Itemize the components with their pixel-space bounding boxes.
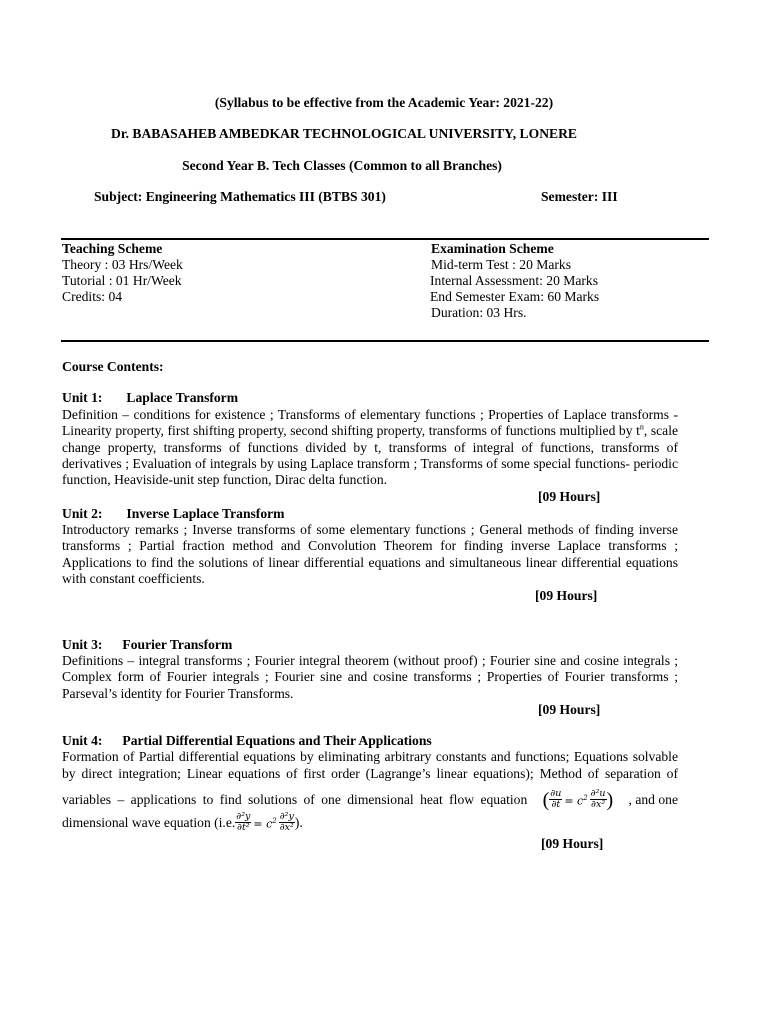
- wave-equation-line: [62, 812, 303, 833]
- exam-scheme-title: Examination Scheme: [431, 241, 554, 256]
- text-line: by direct integration; Linear equations of first order (Lagrange’s linear equations); Method of separation of: [62, 766, 678, 782]
- teaching-scheme-title: Teaching Scheme: [62, 241, 163, 256]
- unit-title: Inverse Laplace Transform: [126, 506, 285, 521]
- unit-4-description: [62, 749, 678, 783]
- text-line: Formation of Partial differential equations by eliminating arbitrary constants and functions; Equations solvable: [62, 749, 678, 764]
- unit-1-heading: [62, 390, 238, 406]
- unit-2-hours: [09 Hours]: [535, 588, 598, 603]
- text-line: Introductory remarks ; Inverse transforms of some elementary functions ; General methods of finding inverse: [62, 522, 678, 537]
- unit-3-hours: [09 Hours]: [538, 702, 601, 717]
- syllabus-effective-note: (Syllabus to be effective from the Academic Year: 2021-22): [214, 95, 554, 110]
- text-line: Linearity property, first shifting property, second shifting property, transforms of functions multiplied by $t^n$, scale: [62, 422, 679, 439]
- unit-title: Laplace Transform: [126, 390, 239, 405]
- teaching-credits: Credits: 04: [62, 289, 123, 304]
- text-line: change property, transforms of functions divided by t, transforms of integral of functions, transforms of: [62, 439, 678, 455]
- top-rule: [61, 238, 709, 240]
- text-segment: ).: [294, 814, 303, 830]
- superscript: n: [639, 422, 644, 432]
- unit-label: Unit 4:: [62, 733, 103, 748]
- exam-duration: Duration: 03 Hrs.: [431, 305, 527, 320]
- university-name: Dr. BABASAHEB AMBEDKAR TECHNOLOGICAL UNIVERSITY, LONERE: [111, 126, 577, 141]
- unit-label: Unit 2:: [62, 506, 103, 521]
- exam-midterm: Mid-term Test : 20 Marks: [431, 257, 572, 272]
- text-line: derivatives ; Evaluation of integrals by using Laplace transform ; Transforms of some special functions- periodic: [62, 455, 678, 471]
- bottom-rule: [61, 340, 709, 342]
- text-line: transforms ; Partial fraction method and Convolution Theorem for finding inverse Laplace transforms ;: [62, 538, 678, 554]
- unit-2-description: [62, 522, 678, 587]
- exam-internal: Internal Assessment: 20 Marks: [430, 273, 599, 288]
- subject-line: Subject: Engineering Mathematics III (BTBS 301): [94, 189, 386, 204]
- text-line: with constant coefficients.: [62, 570, 205, 586]
- text-line: Applications to find the solutions of linear differential equations and simultaneous linear differential equations: [62, 554, 678, 570]
- unit-label: Unit 3:: [62, 637, 103, 652]
- exam-endsem: End Semester Exam: 60 Marks: [430, 289, 600, 304]
- unit-2-heading: [62, 506, 284, 522]
- heat-equation-line: [62, 789, 678, 810]
- wave-equation: $\frac{\text{∂²y}}{\text{∂t²}}$ = $c^2$ $\frac{\text{∂²y}}{\text{∂x²}}$: [236, 811, 294, 833]
- text-line: Definitions – integral transforms ; Fourier integral theorem (without proof) ; Fourier sine and cosine integrals ;: [62, 653, 678, 668]
- unit-title: Partial Differential Equations and Their Applications: [122, 733, 432, 748]
- text-line: Parseval’s identity for Fourier Transforms.: [62, 685, 294, 701]
- course-contents-heading: Course Contents:: [62, 359, 164, 374]
- teaching-theory: Theory : 03 Hrs/Week: [62, 257, 183, 272]
- heat-flow-equation: ( $\frac{\partial u}{\partial t}$ = $c^2$ $\frac{\text{∂²u}}{\text{∂x²}}$ ): [542, 788, 614, 811]
- text-segment: variables – applications to find solutions of one dimensional heat flow equation: [62, 791, 528, 807]
- semester-line: Semester: III: [541, 189, 618, 204]
- teaching-tutorial: Tutorial : 01 Hr/Week: [62, 273, 182, 288]
- text-line: Definition – conditions for existence ; Transforms of elementary functions ; Properties of Laplace transforms -: [62, 407, 678, 422]
- text-line: function, Heaviside-unit step function, Dirac delta function.: [62, 472, 388, 488]
- unit-3-description: [62, 653, 678, 702]
- classes-line: Second Year B. Tech Classes (Common to all Branches): [182, 158, 502, 173]
- text-line: Complex form of Fourier integrals ; Fourier sine and cosine transforms ; Properties of Fourier transforms ;: [62, 669, 678, 685]
- unit-title: Fourier Transform: [122, 637, 233, 652]
- unit-3-heading: [62, 637, 232, 653]
- text-segment: , and one: [628, 791, 678, 807]
- text-segment: dimensional wave equation (i.e.: [62, 814, 236, 830]
- unit-label: Unit 1:: [62, 390, 103, 405]
- unit-4-hours: [09 Hours]: [541, 836, 604, 851]
- unit-1-description: [62, 407, 678, 488]
- unit-4-heading: [62, 733, 432, 749]
- unit-1-hours: [09 Hours]: [538, 489, 601, 504]
